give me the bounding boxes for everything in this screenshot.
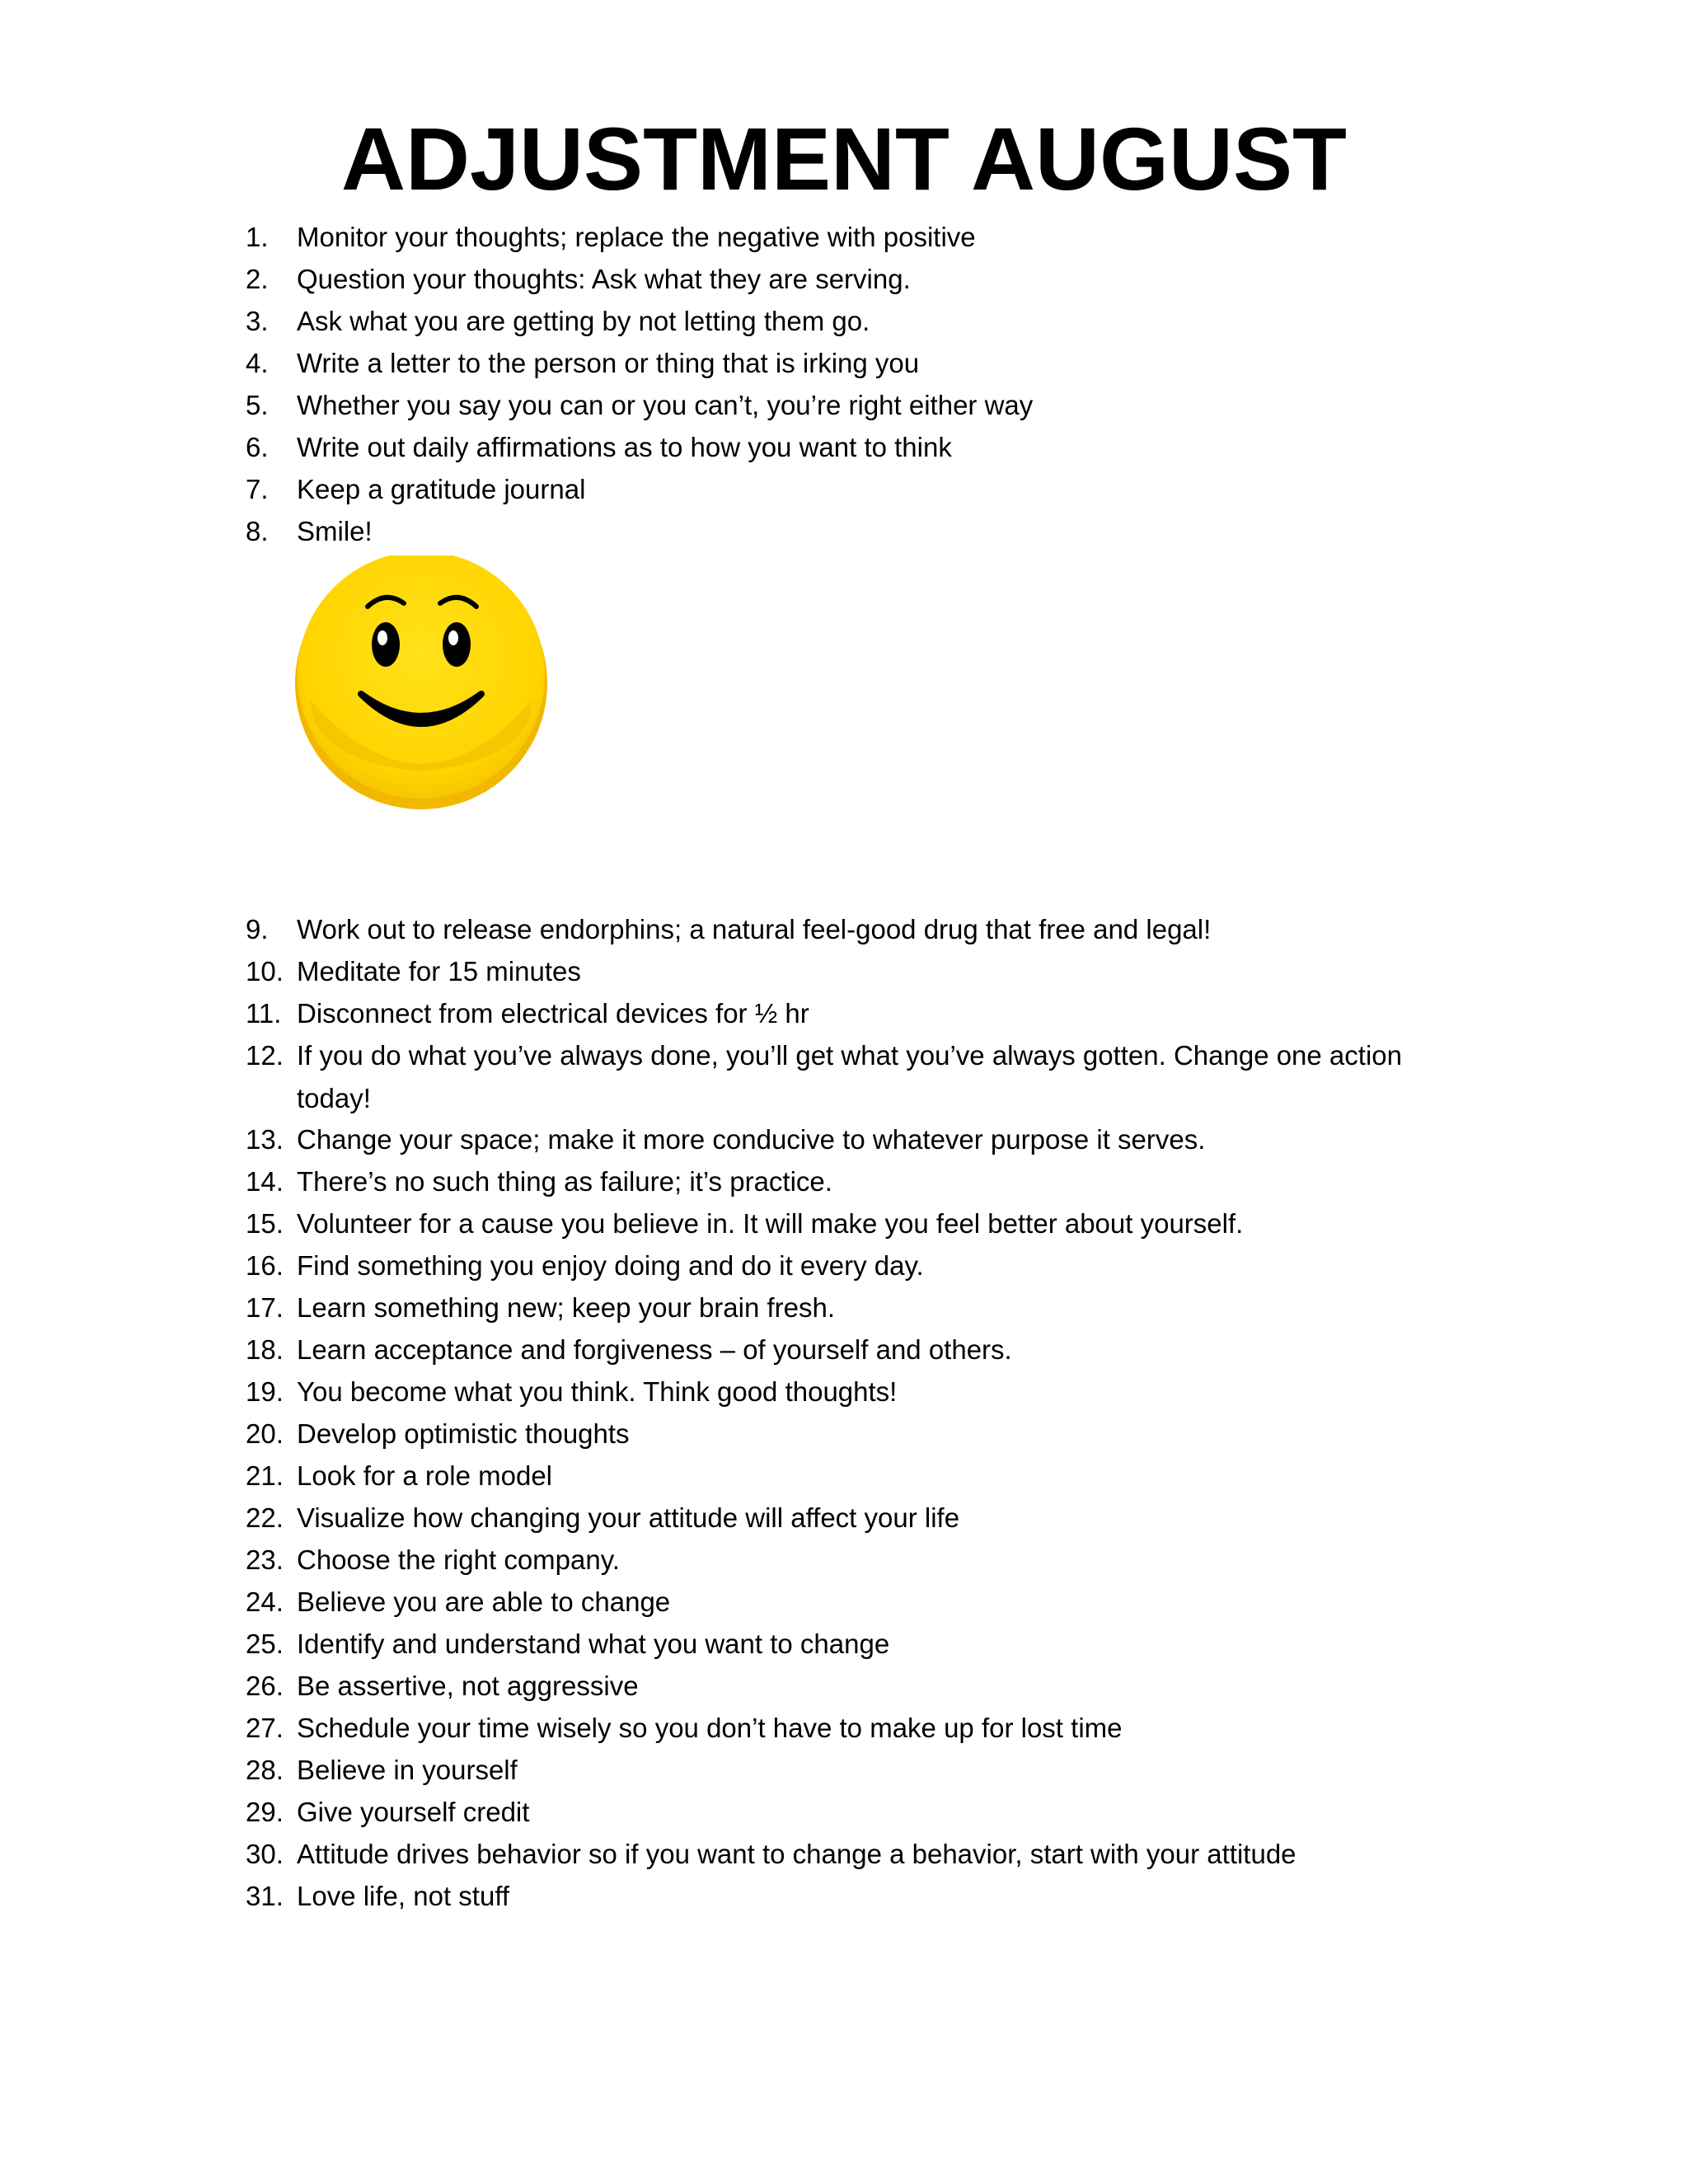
list-item-text: Believe you are able to change	[297, 1586, 671, 1617]
list-item-number: 6.	[246, 432, 269, 462]
list-item-text: Smile!	[297, 516, 373, 546]
list-item	[0, 1539, 1688, 1582]
list-item-text: Identify and understand what you want to change	[297, 1629, 890, 1659]
list-item-number: 10.	[246, 956, 284, 987]
list-item-text: Ask what you are getting by not letting them go.	[297, 306, 870, 336]
list-item-number: 17.	[246, 1292, 284, 1323]
list-item-text: Work out to release endorphins; a natural feel-good drug that free and legal!	[297, 914, 1212, 944]
smiley-face-icon	[293, 555, 549, 811]
list-item-text: Believe in yourself	[297, 1755, 518, 1785]
list-item-number: 12.	[246, 1040, 284, 1071]
list-item	[0, 384, 1688, 427]
list-item	[0, 426, 1688, 469]
list-item-number: 28.	[246, 1755, 284, 1785]
list-item-text: Learn acceptance and forgiveness – of yourself and others.	[297, 1334, 1012, 1365]
list-item-text: Write a letter to the person or thing that is irking you	[297, 348, 920, 378]
list-item-text: Whether you say you can or you can’t, you’re right either way	[297, 390, 1034, 420]
list-item-number: 18.	[246, 1334, 284, 1365]
list-item-text: Change your space; make it more conducive to whatever purpose it serves.	[297, 1124, 1206, 1155]
list-item-number: 19.	[246, 1376, 284, 1407]
list-item	[0, 950, 1688, 993]
list-item-number: 25.	[246, 1629, 284, 1659]
list-item-number: 27.	[246, 1713, 284, 1743]
list-item	[0, 342, 1688, 385]
list-item	[0, 1244, 1688, 1287]
list-item-text: Volunteer for a cause you believe in. It will make you feel better about yourself.	[297, 1208, 1244, 1239]
list-item-number: 15.	[246, 1208, 284, 1239]
list-item	[0, 1749, 1688, 1792]
list-item	[0, 1581, 1688, 1624]
list-item-text: Meditate for 15 minutes	[297, 956, 581, 987]
list-item-number: 5.	[246, 390, 269, 420]
page-title: ADJUSTMENT AUGUST	[340, 109, 1347, 209]
list-item-text: Find something you enjoy doing and do it every day.	[297, 1250, 924, 1281]
list-item	[0, 1034, 1688, 1120]
list-item-text: You become what you think. Think good thoughts!	[297, 1376, 898, 1407]
list-item-text: Choose the right company.	[297, 1544, 620, 1575]
list-item-number: 4.	[246, 348, 269, 378]
list-item-number: 31.	[246, 1881, 284, 1911]
list-item-text: Question your thoughts: Ask what they are serving.	[297, 264, 911, 294]
list-item	[0, 1202, 1688, 1245]
list-item	[0, 1875, 1688, 1918]
list-item	[0, 1833, 1688, 1876]
smiley-left-eye-shine	[377, 630, 387, 645]
list-item-text: There’s no such thing as failure; it’s practice.	[297, 1166, 832, 1197]
list-item-number: 9.	[246, 914, 269, 944]
list-item	[0, 1665, 1688, 1708]
list-item	[0, 1160, 1688, 1203]
list-item	[0, 1371, 1688, 1413]
list-item-text: If you do what you’ve always done, you’ll get what you’ve always gotten. Change one action today!	[297, 1040, 1402, 1113]
list-item-number: 2.	[246, 264, 269, 294]
list-item-number: 11.	[246, 998, 282, 1029]
list-item	[0, 1455, 1688, 1497]
list-item-number: 24.	[246, 1586, 284, 1617]
list-item-number: 1.	[246, 222, 269, 252]
smiley-left-eye	[372, 622, 400, 667]
list-item-text: Look for a role model	[297, 1460, 553, 1491]
list-item-text: Love life, not stuff	[297, 1881, 510, 1911]
list-item	[0, 1118, 1688, 1161]
list-item-text: Schedule your time wisely so you don’t have to make up for lost time	[297, 1713, 1123, 1743]
list-item	[0, 992, 1688, 1035]
list-item-text: Attitude drives behavior so if you want to change a behavior, start with your attitude	[297, 1839, 1296, 1869]
list-item	[0, 1623, 1688, 1666]
list-item-text: Be assertive, not aggressive	[297, 1671, 639, 1701]
list-item-number: 22.	[246, 1502, 284, 1533]
list-item-text: Visualize how changing your attitude will affect your life	[297, 1502, 960, 1533]
list-item	[0, 216, 1688, 259]
list-item	[0, 468, 1688, 511]
smiley-face-base	[298, 555, 545, 799]
list-item-text: Write out daily affirmations as to how you want to think	[297, 432, 952, 462]
list-item	[0, 300, 1688, 343]
list-item-number: 3.	[246, 306, 269, 336]
list-item	[0, 258, 1688, 301]
list-item	[0, 908, 1688, 951]
list-item	[0, 1413, 1688, 1455]
list-item	[0, 510, 1688, 553]
list-item-text: Keep a gratitude journal	[297, 474, 586, 504]
list-item	[0, 1286, 1688, 1329]
list-item	[0, 1497, 1688, 1540]
smiley-right-eye-shine	[448, 630, 458, 645]
list-item-number: 13.	[246, 1124, 284, 1155]
list-item-number: 8.	[246, 516, 269, 546]
list-item-number: 29.	[246, 1797, 284, 1827]
list-item	[0, 1707, 1688, 1750]
smiley-right-eye	[443, 622, 471, 667]
list-item	[0, 1791, 1688, 1834]
list-item-number: 21.	[246, 1460, 284, 1491]
list-item-text: Disconnect from electrical devices for ½ hr	[297, 998, 809, 1029]
list-item-number: 7.	[246, 474, 269, 504]
list-item-number: 26.	[246, 1671, 284, 1701]
list-item-text: Learn something new; keep your brain fresh.	[297, 1292, 836, 1323]
list-item-number: 14.	[246, 1166, 284, 1197]
list-item-number: 30.	[246, 1839, 284, 1869]
list-item-number: 23.	[246, 1544, 284, 1575]
list-item	[0, 1329, 1688, 1371]
list-item-text: Monitor your thoughts; replace the negative with positive	[297, 222, 976, 252]
list-item-text: Develop optimistic thoughts	[297, 1418, 630, 1449]
list-item-text: Give yourself credit	[297, 1797, 530, 1827]
list-item-number: 20.	[246, 1418, 284, 1449]
list-item-number: 16.	[246, 1250, 284, 1281]
